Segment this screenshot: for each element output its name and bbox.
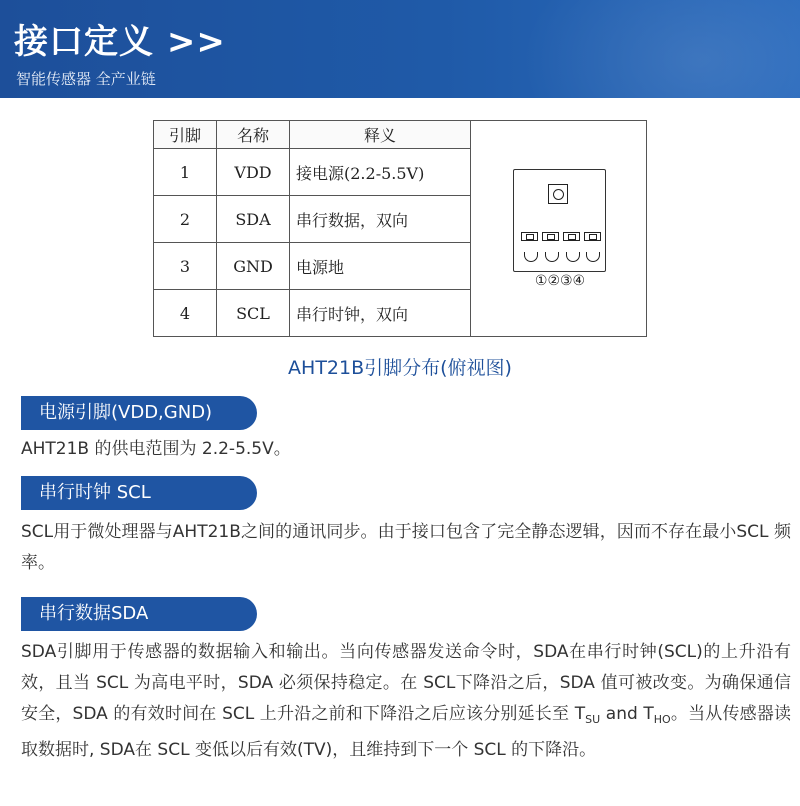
table-row (154, 290, 471, 337)
pad-icon (584, 232, 601, 241)
header-name: 名称 (217, 121, 290, 149)
header-pin: 引脚 (154, 121, 217, 149)
page-subtitle: 智能传感器 全产业链 (16, 70, 156, 88)
sda-text-part1: SDA引脚用于传感器的数据输入和输出。当向传感器发送命令时，SDA在串行时钟(SCL)的上升沿有效，且当 SCL 为高电平时，SDA 必须保持稳定。在 SCL下降沿之后，SDA 值可被改变。为确保通信安全，SDA 的有效时间在 SCL 上升沿之前和下降沿之后应该分别延长至 T (21, 642, 791, 724)
cell-name: GND (217, 243, 290, 290)
pin-table (153, 120, 471, 337)
table-row (154, 243, 471, 290)
chip-pads (521, 232, 601, 242)
pin-contact-icon (524, 252, 538, 262)
chip-pin-numbers: ①②③④ (534, 273, 586, 289)
cell-desc: 串行时钟，双向 (290, 290, 471, 337)
pad-icon (563, 232, 580, 241)
pad-icon (542, 232, 559, 241)
cell-name: SCL (217, 290, 290, 337)
section-text-sda (21, 637, 791, 766)
section-text-power: AHT21B 的供电范围为 2.2-5.5V。 (21, 439, 291, 459)
cell-pin: 4 (154, 290, 217, 337)
chip-pin-contacts (520, 252, 602, 272)
page-title: 接口定义 >> (14, 22, 226, 62)
section-title-power: 电源引脚(VDD,GND) (21, 396, 257, 430)
table-row (154, 196, 471, 243)
subscript-ho: HO (653, 713, 671, 726)
chip-diagram-box (470, 120, 647, 337)
header-desc: 释义 (290, 121, 471, 149)
subscript-su: SU (585, 713, 601, 726)
sensor-window-icon (548, 184, 568, 204)
diagram-caption: AHT21B引脚分布(俯视图) (288, 357, 512, 379)
section-title-scl: 串行时钟 SCL (21, 476, 257, 510)
pin-contact-icon (566, 252, 580, 262)
cell-pin: 3 (154, 243, 217, 290)
cell-desc: 接电源(2.2-5.5V) (290, 149, 471, 196)
sda-text-part2: and T (600, 704, 654, 724)
pin-contact-icon (545, 252, 559, 262)
table-row (154, 149, 471, 196)
cell-pin: 2 (154, 196, 217, 243)
cell-desc: 串行数据，双向 (290, 196, 471, 243)
cell-pin: 1 (154, 149, 217, 196)
header-banner (0, 0, 800, 98)
sda-text-part3: 。当从传感器读取数据时, SDA在 SCL 变低以后有效(TV)，且维持到下一个 SCL 的下降沿。 (21, 704, 792, 760)
chip-outline (513, 169, 606, 272)
cell-name: SDA (217, 196, 290, 243)
cell-desc: 电源地 (290, 243, 471, 290)
table-header-row (154, 121, 471, 149)
cell-name: VDD (217, 149, 290, 196)
pin-contact-icon (586, 252, 600, 262)
section-title-sda: 串行数据SDA (21, 597, 257, 631)
section-text-scl: SCL用于微处理器与AHT21B之间的通讯同步。由于接口包含了完全静态逻辑，因而不存在最小SCL 频率。 (21, 522, 791, 573)
pad-icon (521, 232, 538, 241)
